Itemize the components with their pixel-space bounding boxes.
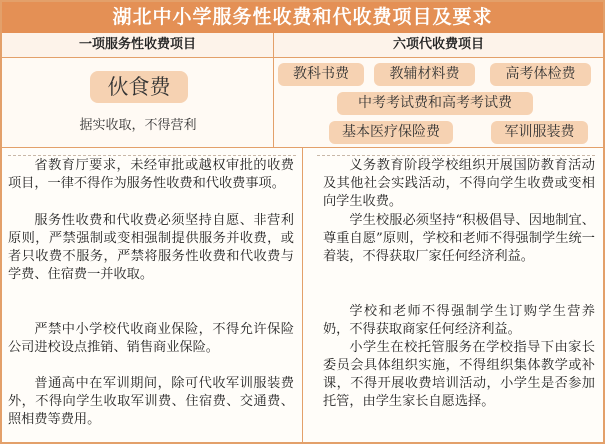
right-paragraph: 小学生在校托管服务在学校指导下由家长委员会具体组织实施，不得组织集体教学或补课，不得开展收费培训活动，小学生是否参加托管，由学生家长自愿选择。 xyxy=(323,340,595,410)
right-paragraph: 学生校服必须坚持“积极倡导、因地制宜、尊重自愿”原则，学校和老师不得强制学生统一着装，不得获取厂家任何经济利益。 xyxy=(323,213,595,265)
left-paragraph: 严禁中小学校代收商业保险，不得允许保险公司进校设点推销、销售商业保险。 xyxy=(8,322,294,356)
right-paragraph: 学校和老师不得强制学生订购学生营养奶，不得获取商家任何经济利益。 xyxy=(323,304,595,338)
fee-tag-military-uniform: 军训服装费 xyxy=(491,121,588,144)
meal-fee-note: 据实收取，不得营利 xyxy=(79,118,197,133)
left-paragraph: 普通高中在军训期间，除可代收军训服装费外，不得向学生收取军训费、住宿费、交通费、照相费等费用。 xyxy=(8,376,294,428)
collection-fee-header: 六项代收费项目 xyxy=(392,37,484,52)
dashed-divider xyxy=(8,155,296,156)
fee-tag-textbook: 教科书费 xyxy=(278,63,364,86)
fee-tag-teaching-materials: 教辅材料费 xyxy=(374,63,475,86)
fee-items-row xyxy=(2,58,603,148)
collection-fee-cell xyxy=(274,58,603,147)
fee-tag-exam-physical: 高考体检费 xyxy=(490,63,591,86)
table-header-row xyxy=(2,33,603,58)
right-requirements xyxy=(303,148,603,442)
service-fee-header: 一项服务性收费项目 xyxy=(2,33,274,57)
meal-fee-tag: 伙食费 xyxy=(90,71,188,103)
left-paragraph: 省教育厅要求，未经审批或越权审批的收费项目，一律不得作为服务性收费和代收费事项。 xyxy=(8,158,294,192)
fee-tag-medical-insurance: 基本医疗保险费 xyxy=(329,121,453,144)
fee-tag-exam-fees: 中考考试费和高考考试费 xyxy=(337,92,533,115)
requirements-row xyxy=(2,148,603,442)
dashed-divider xyxy=(317,155,595,156)
service-fee-cell xyxy=(2,58,274,147)
page-title: 湖北中小学服务性收费和代收费项目及要求 xyxy=(2,2,603,33)
right-paragraph: 义务教育阶段学校组织开展国防教育活动及其他社会实践活动，不得向学生收费或变相向学生收费。 xyxy=(323,158,595,210)
left-paragraph: 服务性收费和代收费必须坚持自愿、非营利原则，严禁强制或变相强制提供服务并收费，或者只收费不服务，严禁将服务性收费和代收费与学费、住宿费一并收取。 xyxy=(8,213,294,283)
left-requirements xyxy=(2,148,303,442)
